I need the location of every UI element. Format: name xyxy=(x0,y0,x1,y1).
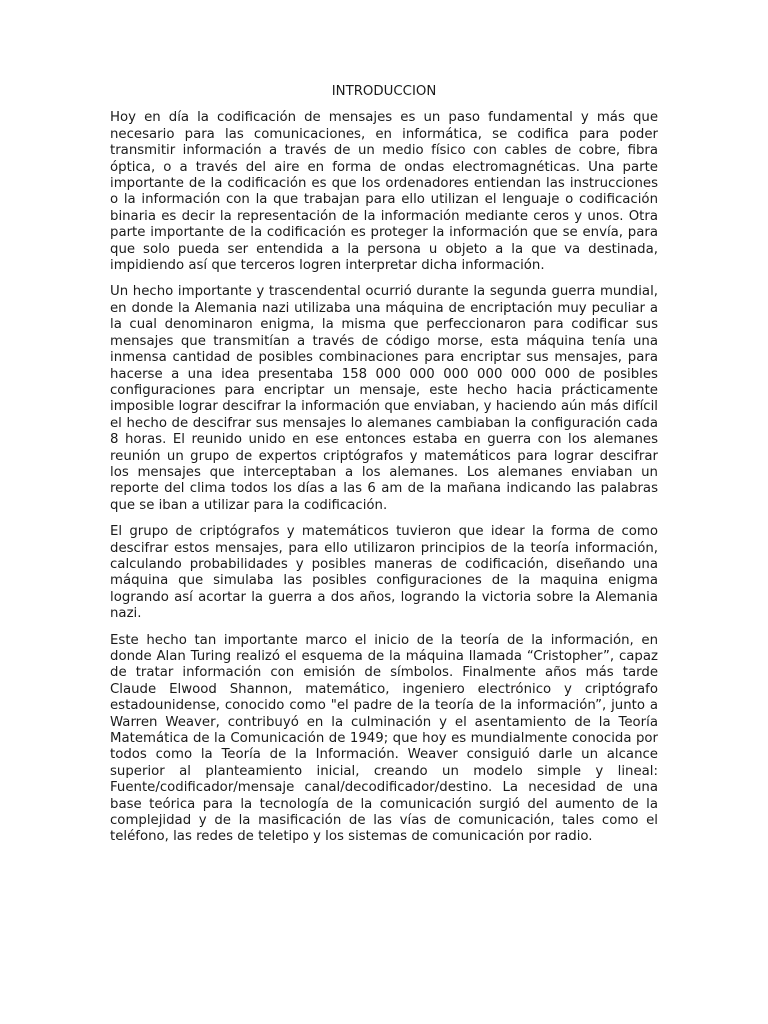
paragraph-intro: Hoy en día la codificación de mensajes es un paso fundamental y más que necesario para las comunicaciones, en informática, se codifica para poder transmitir información a través de un medio físico con cables de cobre, fibra óptica, o a través del aire en forma de ondas electromagnéticas. Una parte importante de la codificación es que los ordenadores entiendan las instrucciones o la información con la que trabajan para ello utilizan el lenguaje o codificación binaria es decir la representación de la información mediante ceros y unos. Otra parte importante de la codificación es proteger la información que se envía, para que solo pueda ser entendida a la persona u objeto a la que va destinada, impidiendo así que terceros logren interpretar dicha información. xyxy=(110,110,658,274)
document-body xyxy=(110,84,658,856)
paragraph-cryptographers: El grupo de criptógrafos y matemáticos tuvieron que idear la forma de como descifrar estos mensajes, para ello utilizaron principios de la teoría información, calculando probabilidades y posibles maneras de codificación, diseñando una máquina que simulaba las posibles configuraciones de la maquina enigma logrando así acortar la guerra a dos años, logrando la victoria sobre la Alemania nazi. xyxy=(110,524,658,622)
paragraph-enigma: Un hecho importante y trascendental ocurrió durante la segunda guerra mundial, en donde la Alemania nazi utilizaba una máquina de encriptación muy peculiar a la cual denominaron enigma, la misma que perfeccionaron para codificar sus mensajes que transmitían a través de código morse, esta máquina tenía una inmensa cantidad de posibles combinaciones para encriptar sus mensajes, para hacerse a una idea presentaba 158 000 000 000 000 000 000 de posibles configuraciones para encriptar un mensaje, este hecho hacia prácticamente imposible lograr descifrar la información que enviaban, y haciendo aún más difícil el hecho de descifrar sus mensajes lo alemanes cambiaban la configuración cada 8 horas. El reunido unido en ese entonces estaba en guerra con los alemanes reunión un grupo de expertos criptógrafos y matemáticos para lograr descifrar los mensajes que interceptaban a los alemanes. Los alemanes enviaban un reporte del clima todos los días a las 6 am de la mañana indicando las palabras que se iban a utilizar para la codificación. xyxy=(110,284,658,513)
document-title: INTRODUCCION xyxy=(331,84,437,99)
paragraph-information-theory: Este hecho tan importante marco el inicio de la teoría de la información, en donde Alan Turing realizó el esquema de la máquina llamada “Cristopher”, capaz de tratar información con emisión de símbolos. Finalmente años más tarde Claude Elwood Shannon, matemático, ingeniero electrónico y criptógrafo estadounidense, conocido como "el padre de la teoría de la información”, junto a Warren Weaver, contribuyó en la culminación y el asentamiento de la Teoría Matemática de la Comunicación de 1949; que hoy es mundialmente conocida por todos como la Teoría de la Información. Weaver consiguió darle un alcance superior al planteamiento inicial, creando un modelo simple y lineal: Fuente/codificador/mensaje canal/decodificador/destino. La necesidad de una base teórica para la tecnología de la comunicación surgió del aumento de la complejidad y de la masificación de las vías de comunicación, tales como el teléfono, las redes de teletipo y los sistemas de comunicación por radio. xyxy=(110,632,658,845)
